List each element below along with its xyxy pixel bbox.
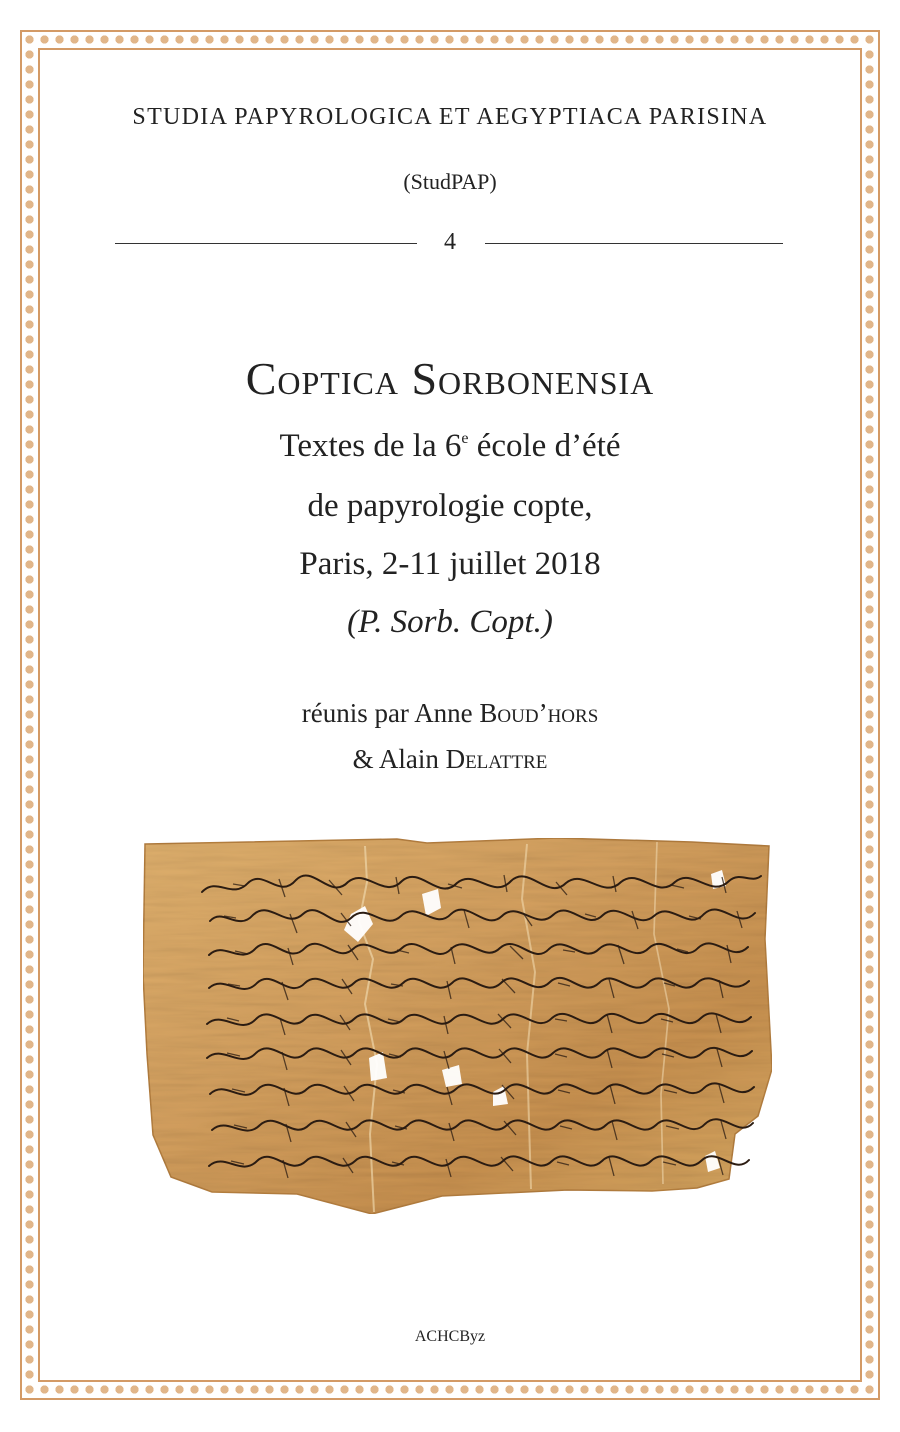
subtitle-line-2: de papyrologie copte, xyxy=(307,488,593,524)
publisher-name: ACHCByz xyxy=(414,1328,486,1345)
volume-number: 4 xyxy=(444,229,456,255)
editor-2-surname: Delattre xyxy=(445,744,548,774)
subtitle-line-1-pre: Textes de la 6 xyxy=(279,428,462,464)
subtitle-line-4: (P. Sorb. Copt.) xyxy=(347,604,553,640)
editors-line-2 xyxy=(0,744,900,775)
subtitle-line-1-post: école d’été xyxy=(468,428,621,464)
editor-1-surname: Boud’hors xyxy=(479,698,599,728)
volume-divider-left xyxy=(115,243,417,244)
subtitle-line-1 xyxy=(0,428,900,465)
series-title: STUDIA PAPYROLOGICA ET AEGYPTIACA PARISINA xyxy=(132,104,768,130)
editors-prefix: réunis par Anne xyxy=(301,698,480,728)
series-abbreviation: (StudPAP) xyxy=(403,169,497,194)
coptic-papyrus-image xyxy=(137,834,777,1224)
subtitle-line-3: Paris, 2-11 juillet 2018 xyxy=(299,546,601,582)
subtitle-ordinal-suffix: e xyxy=(461,430,469,447)
editors-line-1 xyxy=(0,698,900,729)
editors-prefix-2: & Alain xyxy=(352,744,446,774)
volume-divider-right xyxy=(485,243,783,244)
book-title: Coptica Sorbonensia xyxy=(245,353,655,404)
